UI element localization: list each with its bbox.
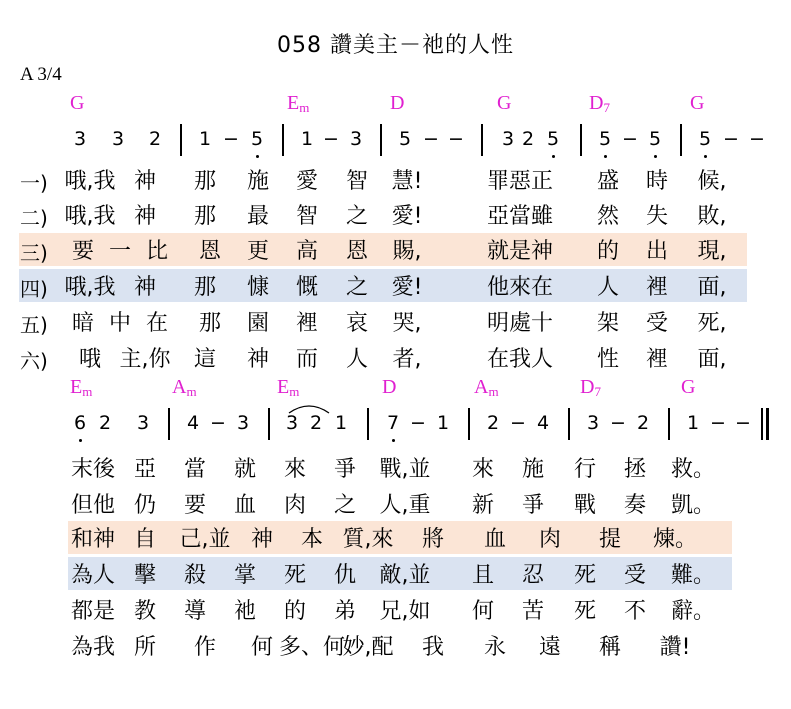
lyric-syllable: 恩 <box>198 239 222 264</box>
lyric-syllable: 人 <box>596 275 620 300</box>
note: 1 <box>334 412 348 434</box>
lyric-syllable: 裡 <box>645 275 669 300</box>
lyric-syllable: 愛! <box>391 275 423 300</box>
bar-line <box>568 408 570 440</box>
lyric-syllable: 時 <box>645 169 669 194</box>
lyric-syllable: 裡 <box>645 347 669 372</box>
notation-row-1 <box>0 128 791 162</box>
lyric-syllable: 架 <box>596 311 620 336</box>
lyric-syllable: 煉。 <box>652 527 698 552</box>
note: 1 <box>436 412 450 434</box>
lyric-syllable: 面, <box>697 347 727 372</box>
lyric-syllable: 之 <box>333 493 357 518</box>
lyric-syllable: 肉 <box>538 527 562 552</box>
lyric-syllable: 己,並 <box>179 527 231 552</box>
chord-quality: 7 <box>603 100 610 115</box>
note: 1 <box>686 412 700 434</box>
lyric-syllable: 苦 <box>521 599 545 624</box>
lyric-syllable: 賜, <box>392 239 422 264</box>
lyric-syllable: 智 <box>295 204 319 229</box>
lyric-syllable: 和神 <box>70 527 116 552</box>
lyric-syllable: 導 <box>183 599 207 624</box>
lyric-syllable: 都是 <box>70 599 116 624</box>
lyric-syllable: 在我人 <box>486 347 554 372</box>
lyric-syllable: 的 <box>596 239 620 264</box>
note: − <box>710 412 726 434</box>
lyric-syllable: 慨 <box>295 275 319 300</box>
lyric-syllable: 受 <box>645 311 669 336</box>
page-title: 058 讚美主－祂的人性 <box>277 33 514 58</box>
lyric-syllable: 奏 <box>623 493 647 518</box>
lyric-syllable: 就是神 <box>486 239 554 264</box>
chord-symbol: $E_m$ <box>287 92 310 115</box>
verse-number: 二) <box>20 206 48 230</box>
lyric-syllable: 死 <box>573 563 597 588</box>
lyric-syllable: 之 <box>345 204 369 229</box>
lyric-syllable: 末後 <box>70 457 116 482</box>
note: − <box>510 412 526 434</box>
note: 4 <box>536 412 550 434</box>
lyric-syllable: 主,你 <box>119 347 171 372</box>
bar-line <box>168 408 170 440</box>
highlight-band <box>68 521 732 554</box>
lyric-syllable: 現, <box>697 239 727 264</box>
lyric-syllable: 神 <box>133 169 157 194</box>
lyric-syllable: 本 <box>300 527 324 552</box>
lyric-syllable: 行 <box>573 457 597 482</box>
note: 7 <box>386 412 400 434</box>
key-signature: A 3/4 <box>20 64 62 85</box>
lyric-syllable: 這 <box>193 347 217 372</box>
lyric-syllable: 拯 <box>623 457 647 482</box>
chord-quality: m <box>82 384 93 399</box>
lyric-syllable: 將 <box>421 527 445 552</box>
lyric-syllable: 但他 <box>70 493 116 518</box>
lyric-syllable: 最 <box>246 204 270 229</box>
lyric-syllable: 受 <box>623 563 647 588</box>
note: 3 <box>501 128 515 150</box>
note: 5 <box>598 128 612 150</box>
lyric-syllable: 哦,我 <box>64 169 116 194</box>
note: − <box>210 412 226 434</box>
note: 4 <box>186 412 200 434</box>
lyric-syllable: 哦 <box>78 347 102 372</box>
lyric-syllable: 死 <box>283 563 307 588</box>
lyric-syllable: 明處十 <box>486 311 554 336</box>
lyric-syllable: 且 <box>471 563 495 588</box>
chord-symbol: D <box>382 376 397 398</box>
octave-dot-below <box>704 155 707 158</box>
verse-number: 四) <box>20 277 48 301</box>
lyric-syllable: 園 <box>246 311 270 336</box>
lyric-syllable: 來 <box>471 457 495 482</box>
note: 2 <box>98 412 112 434</box>
highlight-band <box>19 269 747 302</box>
note: − <box>622 128 638 150</box>
lyric-syllable: 然 <box>596 204 620 229</box>
note: − <box>448 128 464 150</box>
lyric-syllable: 自 <box>133 527 157 552</box>
lyric-syllable: 在 <box>145 311 169 336</box>
octave-dot-below <box>604 155 607 158</box>
bar-line <box>481 124 483 156</box>
chord-quality: m <box>289 384 300 399</box>
lyric-syllable: 難。 <box>670 563 716 588</box>
verse-number: 六) <box>20 349 48 373</box>
lyric-syllable: 比 <box>145 239 169 264</box>
chord-symbol: $D_7$ <box>589 92 610 115</box>
lyric-syllable: 出 <box>645 239 669 264</box>
chord-symbol: $A_m$ <box>474 376 499 399</box>
chord-quality: m <box>488 384 499 399</box>
verse-number: 五) <box>20 313 48 337</box>
lyric-syllable: 為人 <box>70 563 116 588</box>
note: − <box>410 412 426 434</box>
bar-line <box>680 124 682 156</box>
note: − <box>610 412 626 434</box>
lyric-syllable: 恩 <box>345 239 369 264</box>
lyric-syllable: 哦,我 <box>64 204 116 229</box>
lyric-syllable: 死, <box>697 311 727 336</box>
note: 5 <box>648 128 662 150</box>
chord-symbol: $E_m$ <box>70 376 93 399</box>
lyric-syllable: 盛 <box>596 169 620 194</box>
bar-line <box>367 408 369 440</box>
chord-symbol: G <box>70 92 85 114</box>
lyric-syllable: 何 <box>250 635 274 660</box>
note: 1 <box>198 128 212 150</box>
lyric-syllable: 所 <box>133 635 157 660</box>
lyric-syllable: 施 <box>521 457 545 482</box>
lyric-syllable: 讚! <box>659 635 691 660</box>
verse-number: 一) <box>20 171 48 195</box>
note: 3 <box>285 412 299 434</box>
chord-symbol: $E_m$ <box>277 376 300 399</box>
lyric-syllable: 敵,並 <box>379 563 431 588</box>
lyric-syllable: 慧! <box>391 169 423 194</box>
lyric-syllable: 就 <box>233 457 257 482</box>
bar-line <box>180 124 182 156</box>
chord-symbol: D <box>390 92 405 114</box>
lyric-syllable: 血 <box>233 493 257 518</box>
lyric-syllable: 愛! <box>391 204 423 229</box>
bar-line <box>766 408 769 440</box>
lyric-syllable: 作 <box>193 635 217 660</box>
lyric-syllable: 殺 <box>183 563 207 588</box>
lyric-syllable: 哭, <box>392 311 422 336</box>
note: 2 <box>486 412 500 434</box>
lyric-syllable: 暗 <box>71 311 95 336</box>
lyric-syllable: 裡 <box>295 311 319 336</box>
lyric-syllable: 更 <box>246 239 270 264</box>
lyric-syllable: 亞當雖 <box>486 204 554 229</box>
note: 3 <box>136 412 150 434</box>
lyric-syllable: 新 <box>471 493 495 518</box>
lyric-syllable: 候, <box>697 169 727 194</box>
lyric-syllable: 他來在 <box>486 275 554 300</box>
note: 3 <box>111 128 125 150</box>
lyric-syllable: 要 <box>71 239 95 264</box>
lyric-syllable: 來 <box>283 457 307 482</box>
note: 3 <box>73 128 87 150</box>
lyric-syllable: 神 <box>250 527 274 552</box>
bar-line <box>761 408 763 440</box>
lyric-syllable: 那 <box>193 169 217 194</box>
note: 5 <box>698 128 712 150</box>
note: 5 <box>398 128 412 150</box>
note: − <box>723 128 739 150</box>
octave-dot-below <box>79 439 82 442</box>
lyric-syllable: 兄,如 <box>379 599 431 624</box>
lyric-syllable: 辭。 <box>670 599 716 624</box>
lyric-syllable: 血 <box>483 527 507 552</box>
lyric-syllable: 人 <box>345 347 369 372</box>
lyric-syllable: 哦,我 <box>64 275 116 300</box>
note: 2 <box>309 412 323 434</box>
lyric-syllable: 不 <box>623 599 647 624</box>
lyric-syllable: 凱。 <box>670 493 716 518</box>
lyric-syllable: 戰 <box>573 493 597 518</box>
note: − <box>223 128 239 150</box>
lyric-syllable: 忍 <box>521 563 545 588</box>
lyric-syllable: 多、何 <box>278 635 346 660</box>
chord-symbol: $A_m$ <box>172 376 197 399</box>
lyric-syllable: 稱 <box>598 635 622 660</box>
lyric-syllable: 弟 <box>333 599 357 624</box>
note: 5 <box>546 128 560 150</box>
lyric-syllable: 智 <box>345 169 369 194</box>
lyric-syllable: 掌 <box>233 563 257 588</box>
lyric-syllable: 死 <box>573 599 597 624</box>
lyric-syllable: 要 <box>183 493 207 518</box>
lyric-syllable: 為我 <box>70 635 116 660</box>
note: − <box>749 128 765 150</box>
lyric-syllable: 爭 <box>333 457 357 482</box>
lyric-syllable: 神 <box>133 204 157 229</box>
note: − <box>323 128 339 150</box>
lyric-syllable: 教 <box>133 599 157 624</box>
lyric-syllable: 施 <box>246 169 270 194</box>
chord-quality: 7 <box>594 384 601 399</box>
tie-arc <box>287 402 347 414</box>
chord-symbol: G <box>681 376 696 398</box>
lyric-syllable: 亞 <box>133 457 157 482</box>
lyric-syllable: 性 <box>596 347 620 372</box>
bar-line <box>468 408 470 440</box>
lyric-syllable: 質,來 <box>342 527 394 552</box>
note: 1 <box>300 128 314 150</box>
lyric-syllable: 當 <box>183 457 207 482</box>
lyric-syllable: 之 <box>345 275 369 300</box>
note: 3 <box>586 412 600 434</box>
note: 5 <box>250 128 264 150</box>
octave-dot-below <box>256 155 259 158</box>
lyric-syllable: 爭 <box>521 493 545 518</box>
chord-symbol: G <box>497 92 512 114</box>
lyric-syllable: 擊 <box>133 563 157 588</box>
lyric-syllable: 遠 <box>538 635 562 660</box>
lyric-syllable: 仇 <box>333 563 357 588</box>
lyric-syllable: 罪惡正 <box>486 169 554 194</box>
lyric-syllable: 中 <box>108 311 132 336</box>
note: − <box>735 412 751 434</box>
lyric-syllable: 而 <box>295 347 319 372</box>
lyric-syllable: 仍 <box>133 493 157 518</box>
lyric-syllable: 人,重 <box>379 493 431 518</box>
octave-dot-below <box>392 439 395 442</box>
bar-line <box>380 124 382 156</box>
chord-quality: m <box>186 384 197 399</box>
lyric-syllable: 那 <box>198 311 222 336</box>
lyric-syllable: 愛 <box>295 169 319 194</box>
note: − <box>423 128 439 150</box>
note: 3 <box>236 412 250 434</box>
lyric-syllable: 者, <box>392 347 422 372</box>
lyric-syllable: 敗, <box>697 204 727 229</box>
note: 2 <box>636 412 650 434</box>
bar-line <box>268 408 270 440</box>
note: 2 <box>521 128 535 150</box>
lyric-syllable: 神 <box>246 347 270 372</box>
lyric-syllable: 妙,配 <box>342 635 394 660</box>
lyric-syllable: 永 <box>483 635 507 660</box>
lyric-syllable: 那 <box>193 275 217 300</box>
lyric-syllable: 失 <box>645 204 669 229</box>
lyric-syllable: 我 <box>421 635 445 660</box>
lyric-syllable: 一 <box>108 239 132 264</box>
bar-line <box>668 408 670 440</box>
note: 2 <box>148 128 162 150</box>
verse-number: 三) <box>20 241 48 265</box>
lyric-syllable: 救。 <box>670 457 716 482</box>
lyric-syllable: 高 <box>295 239 319 264</box>
lyric-syllable: 肉 <box>283 493 307 518</box>
note: 6 <box>73 412 87 434</box>
bar-line <box>580 124 582 156</box>
lyric-syllable: 那 <box>193 204 217 229</box>
octave-dot-below <box>654 155 657 158</box>
lyric-syllable: 面, <box>697 275 727 300</box>
chord-symbol: G <box>690 92 705 114</box>
lyric-syllable: 哀 <box>345 311 369 336</box>
lyric-syllable: 神 <box>133 275 157 300</box>
chord-quality: m <box>299 100 310 115</box>
bar-line <box>282 124 284 156</box>
notation-row-2 <box>0 412 791 446</box>
lyric-syllable: 祂 <box>233 599 257 624</box>
chord-symbol: $D_7$ <box>580 376 601 399</box>
lyric-syllable: 何 <box>471 599 495 624</box>
lyric-syllable: 慷 <box>246 275 270 300</box>
lyric-syllable: 提 <box>598 527 622 552</box>
lyric-syllable: 的 <box>283 599 307 624</box>
lyric-syllable: 戰,並 <box>379 457 431 482</box>
octave-dot-below <box>552 155 555 158</box>
note: 3 <box>349 128 363 150</box>
